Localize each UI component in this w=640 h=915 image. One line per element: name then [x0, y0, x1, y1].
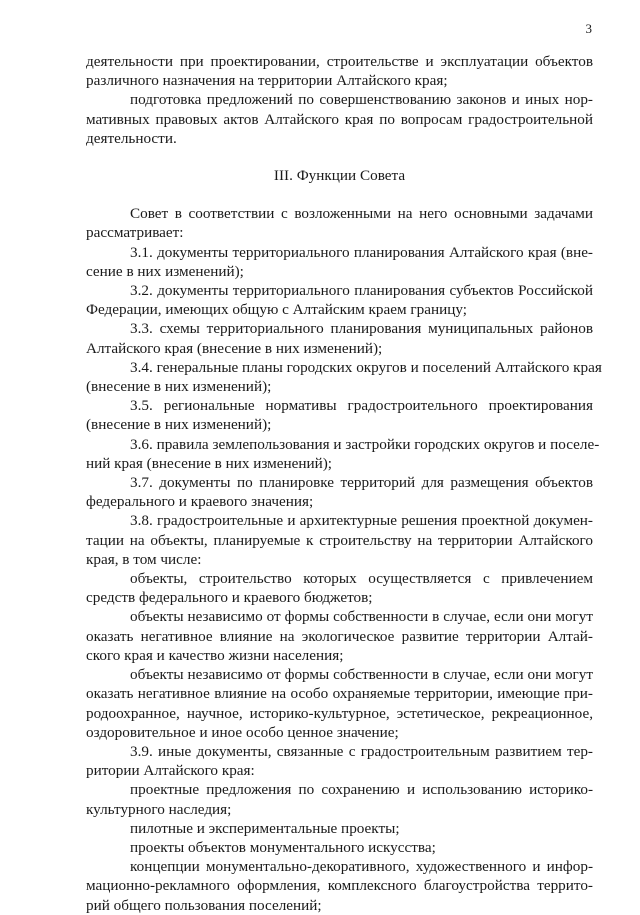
text-line: концепции монументально-декоративного, художественного и инфор-	[130, 858, 593, 876]
text-line: мативных правовых актов Алтайского края по вопросам градостроительной	[86, 110, 593, 128]
text-line: ритории Алтайского края:	[86, 762, 255, 780]
list-item	[86, 819, 593, 838]
text-line: Федерации, имеющих общую с Алтайским краем границу;	[86, 301, 467, 319]
text-line: различного назначения на территории Алтайского края;	[86, 72, 448, 90]
text-line: тации на объекты, планируемые к строительству на территории Алтайского	[86, 531, 593, 549]
text-line: Совет в соответствии с возложенными на него основными задачами	[130, 205, 593, 223]
paragraph-continuation	[86, 52, 593, 90]
paragraph-proposals	[86, 90, 593, 148]
text-line: 3.1. документы территориального планирования Алтайского края (вне-	[130, 243, 593, 261]
text-line: средств федерального и краевого бюджетов;	[86, 589, 373, 607]
text-line: Алтайского края (внесение в них изменений);	[86, 339, 383, 357]
text-line: 3.9. иные документы, связанные с градостроительным развитием тер-	[130, 742, 593, 760]
text-line: 3.8. градостроительные и архитектурные решения проектной докумен-	[130, 512, 593, 530]
section-heading: III. Функции Совета	[273, 167, 406, 185]
list-item	[86, 243, 593, 281]
list-item	[86, 319, 593, 357]
text-line: проектные предложения по сохранению и использованию историко-	[130, 781, 593, 799]
paragraph-intro	[86, 204, 593, 242]
text-line: 3.6. правила землепользования и застройки городских округов и поселе-	[130, 435, 600, 453]
text-line: оказать негативное влияние на экологическое развитие территории Алтай-	[86, 627, 593, 645]
text-line: ний края (внесение в них изменений);	[86, 454, 333, 472]
text-line: 3.4. генеральные планы городских округов и поселений Алтайского края	[130, 358, 602, 376]
text-line: объекты, строительство которых осуществляется с привлечением	[130, 570, 593, 588]
list-item	[86, 511, 593, 569]
text-line: культурного наследия;	[86, 800, 232, 818]
text-line: проекты объектов монументального искусства;	[130, 838, 436, 856]
list-item	[86, 569, 593, 607]
list-item	[86, 396, 593, 434]
text-line: 3.5. региональные нормативы градостроительного проектирования	[130, 397, 593, 415]
list-item	[86, 281, 593, 319]
list-item	[86, 857, 593, 915]
text-line: 3.7. документы по планировке территорий для размещения объектов	[130, 474, 593, 492]
text-line: оказать негативное влияние на особо охраняемые территории, имеющие при-	[86, 685, 593, 703]
list-item	[86, 742, 593, 780]
text-line: мационно-рекламного оформления, комплексного благоустройства террито-	[86, 877, 593, 895]
list-item	[86, 838, 593, 857]
function-list	[86, 243, 602, 915]
text-line: объекты независимо от формы собственности в случае, если они могут	[130, 666, 593, 684]
list-item	[86, 435, 600, 473]
text-line: подготовка предложений по совершенствованию законов и иных нор-	[130, 91, 593, 109]
text-line: края, в том числе:	[86, 550, 202, 568]
document-body	[86, 52, 602, 915]
list-item	[86, 358, 602, 396]
text-line: объекты независимо от формы собственности в случае, если они могут	[130, 608, 593, 626]
text-line: федерального и краевого значения;	[86, 493, 314, 511]
text-line: ского края и качество жизни населения;	[86, 646, 344, 664]
text-line: рассматривает:	[86, 224, 184, 242]
text-line: родоохранное, научное, историко-культурное, эстетическое, рекреационное,	[86, 704, 593, 722]
text-line: пилотные и экспериментальные проекты;	[130, 819, 400, 837]
text-line: деятельности.	[86, 129, 177, 147]
text-line: рий общего пользования поселений;	[86, 896, 322, 914]
list-item	[86, 473, 593, 511]
text-line: оздоровительное и иное особо ценное значение;	[86, 723, 399, 741]
text-line: деятельности при проектировании, строительстве и эксплуатации объектов	[86, 53, 593, 70]
list-item	[86, 665, 593, 742]
text-line: (внесение в них изменений);	[86, 378, 272, 396]
text-line: 3.2. документы территориального планирования субъектов Российской	[130, 282, 593, 300]
text-line: 3.3. схемы территориального планирования муниципальных районов	[130, 320, 593, 338]
text-line: сение в них изменений);	[86, 262, 244, 280]
list-item	[86, 607, 593, 665]
text-line: (внесение в них изменений);	[86, 416, 272, 434]
list-item	[86, 780, 593, 818]
page-number: 3	[585, 21, 592, 36]
